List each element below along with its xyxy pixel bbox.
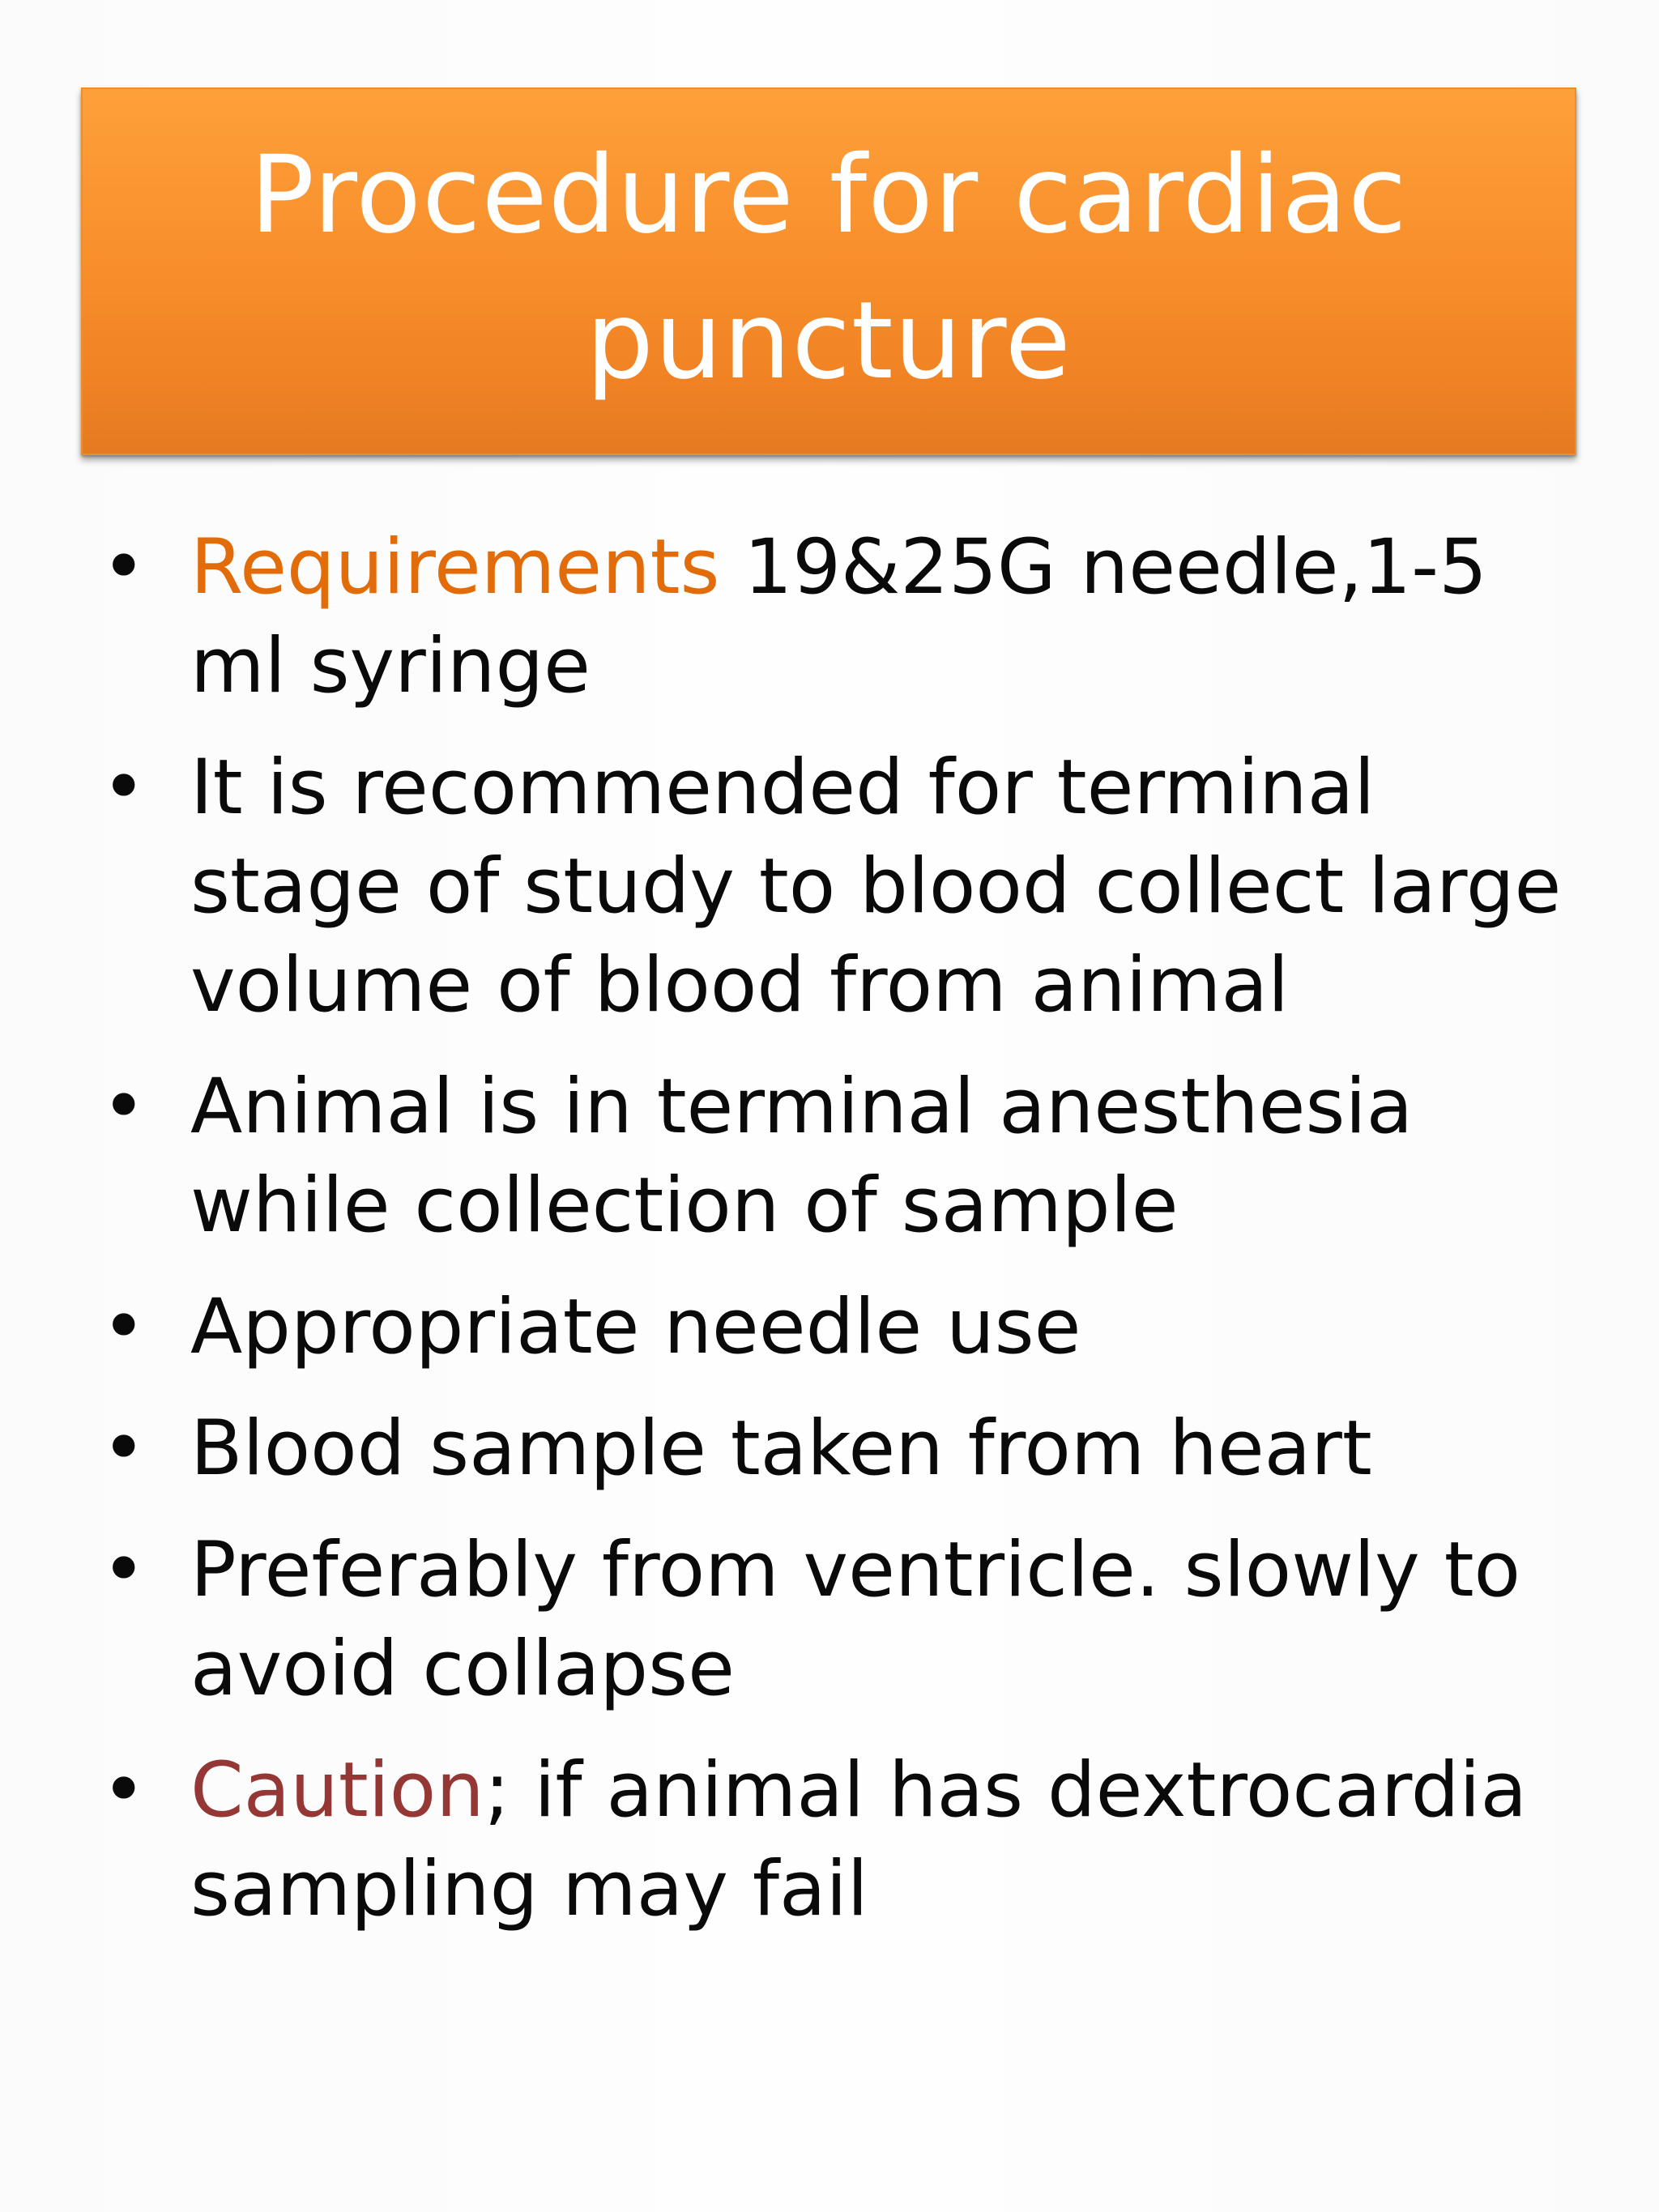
bullet-dot-icon: • [101,1746,147,1835]
slide-title: Procedure for cardiac puncture [249,133,1408,403]
bullet-recommended [101,739,1576,1035]
bullet-needle [101,1278,1576,1377]
requirements-label: Requirements [190,523,720,612]
bullet-requirements [101,518,1576,716]
bullet-anesthesia [101,1058,1576,1255]
caution-text: ; if animal has dextrocardia sampling may fail [190,1746,1528,1933]
bullet-text: Appropriate needle use [190,1283,1081,1371]
bullet-dot-icon: • [101,1404,147,1493]
bullet-dot-icon: • [101,523,147,612]
bullet-dot-icon: • [101,1063,147,1151]
bullet-ventricle [101,1521,1576,1719]
bullet-text: Animal is in terminal anesthesia while collection of sample [190,1063,1414,1250]
bullet-heart [101,1400,1576,1498]
bullet-text: Preferably from ventricle. slowly to avoid collapse [190,1526,1521,1713]
requirements-text: 19&25G needle,1-5 ml syringe [190,523,1487,710]
caution-label: Caution [190,1746,484,1835]
bullet-list [101,518,1576,1962]
bullet-dot-icon: • [101,1526,147,1614]
bullet-caution [101,1741,1576,1939]
bullet-dot-icon: • [101,1283,147,1371]
title-banner [81,87,1576,455]
bullet-text: It is recommended for terminal stage of study to blood collect large volume of blood from animal [190,744,1562,1029]
bullet-dot-icon: • [101,744,147,832]
bullet-text: Blood sample taken from heart [190,1404,1372,1493]
